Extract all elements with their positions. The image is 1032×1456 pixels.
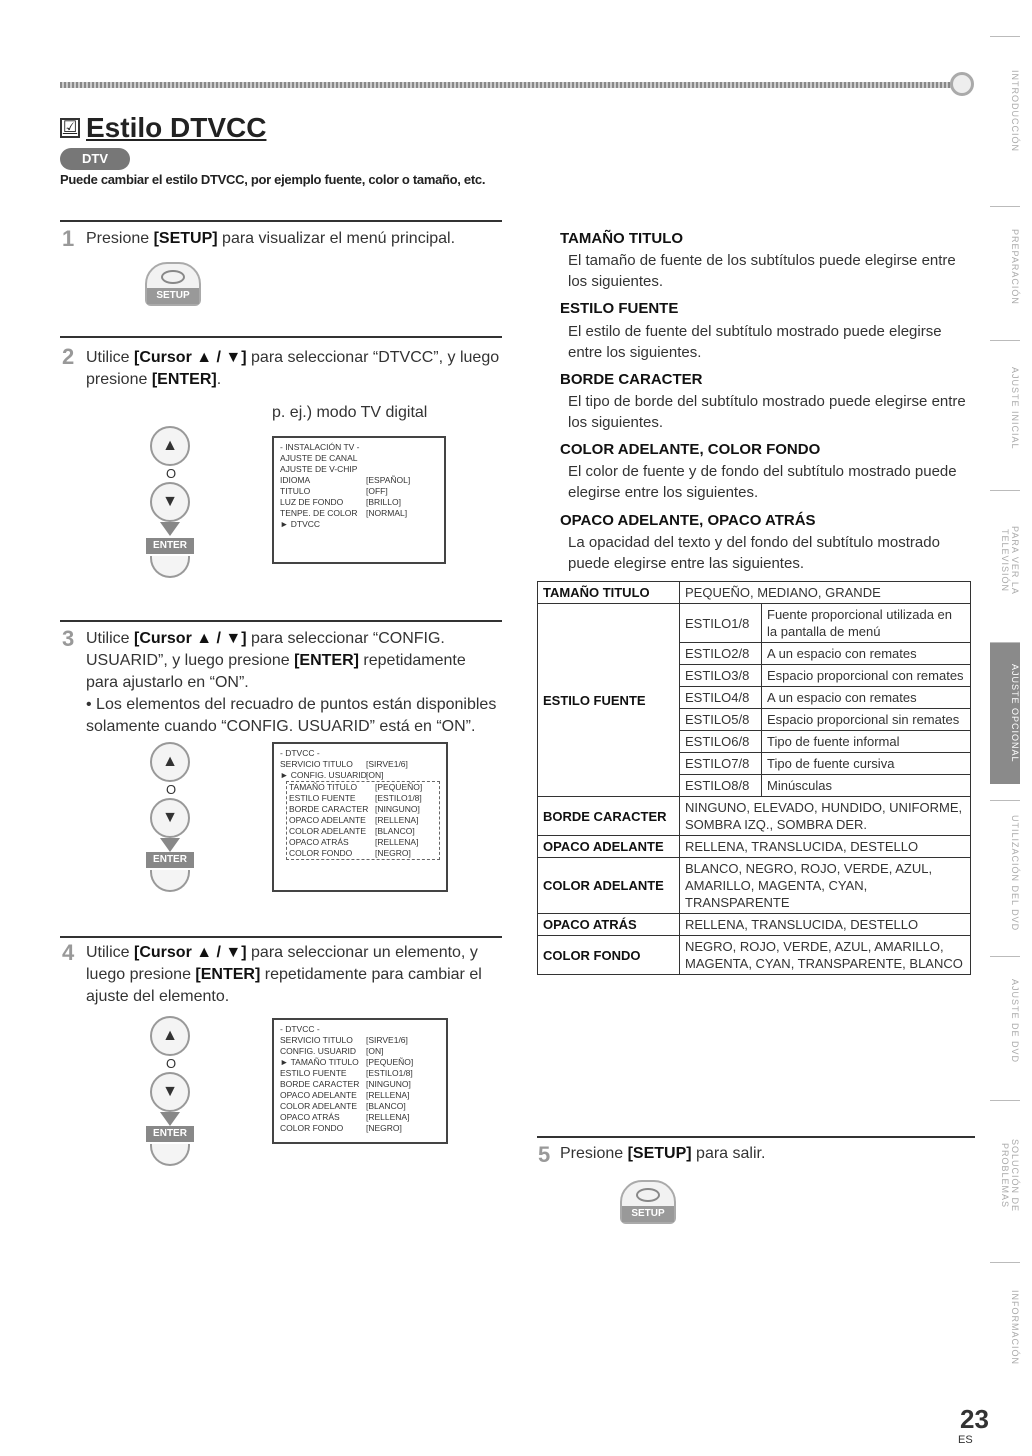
menu3-value: [NEGRO]	[366, 1123, 402, 1133]
step3-number: 3	[62, 626, 75, 651]
menu1-value: [ESPAÑOL]	[366, 475, 411, 485]
table-cell: A un espacio con remates	[762, 643, 971, 665]
enter-label-3: ENTER	[146, 852, 194, 868]
setup-label: SETUP	[622, 1206, 674, 1222]
sidetab-preparacion[interactable]: PREPARACIÓN	[990, 206, 1020, 326]
table-row	[538, 582, 971, 604]
menu-screen-2	[272, 742, 448, 892]
menu2-label: OPACO ATRÁS	[289, 837, 349, 847]
step3-note: • Los elementos del recuadro de puntos están disponibles solamente cuando “CONFIG. USUARID” está en “ON”.	[86, 696, 497, 735]
step1-rule	[60, 220, 502, 222]
step3-bold: [Cursor ▲ / ▼]	[134, 630, 247, 647]
table-cell: Tipo de fuente informal	[762, 731, 971, 753]
step2-text	[86, 347, 506, 391]
menu1-row	[280, 497, 438, 508]
table-row	[538, 936, 971, 975]
step2-bold2: [ENTER]	[151, 371, 217, 388]
step2-pre: Utilice	[86, 349, 135, 366]
table-cell: A un espacio con remates	[762, 687, 971, 709]
menu3-value: [ON]	[366, 1046, 384, 1056]
step2-post2: .	[216, 371, 222, 388]
step2-number: 2	[62, 344, 75, 369]
page-number: 23	[960, 1404, 989, 1434]
table-cell: ESTILO7/8	[680, 753, 762, 775]
menu1-label: TENPE. DE COLOR	[280, 508, 358, 518]
menu3-label: OPACO ADELANTE	[280, 1090, 357, 1100]
menu2-value: [RELLENA]	[375, 837, 419, 847]
menu1-label: LUZ DE FONDO	[280, 497, 344, 507]
menu2-row	[289, 848, 437, 859]
menu1-value: [BRILLO]	[366, 497, 401, 507]
remote-eye-icon	[161, 270, 185, 284]
section-text: La opacidad del texto y del fondo del subtítulo mostrado puede elegirse entre las siguientes.	[568, 534, 940, 572]
table-cell: ESTILO2/8	[680, 643, 762, 665]
menu2-row-selected	[280, 770, 440, 781]
table-cell: BLANCO, NEGRO, ROJO, VERDE, AZUL, AMARILLO, MAGENTA, CYAN, TRANSPARENTE	[680, 858, 971, 914]
menu2-dotted-box	[286, 781, 440, 860]
menu3-row	[280, 1068, 440, 1079]
step2-bold: [Cursor ▲ / ▼]	[134, 349, 247, 366]
menu3-value: [ESTILO1/8]	[366, 1068, 413, 1078]
section-heading: TAMAÑO TITULO	[560, 230, 684, 247]
step3-bold2: [ENTER]	[294, 652, 359, 669]
menu3-row-selected	[280, 1057, 440, 1068]
intro-text: Puede cambiar el estilo DTVCC, por ejemplo fuente, color o tamaño, etc.	[60, 172, 486, 187]
table-header-cell: ESTILO FUENTE	[538, 604, 680, 797]
menu3-row	[280, 1035, 440, 1046]
menu2-value: [SIRVE1/6]	[366, 759, 408, 769]
menu3-label: BORDE CARACTER	[280, 1079, 360, 1089]
step4-bold: [Cursor ▲ / ▼]	[134, 944, 247, 961]
sidetab-solucion-problemas[interactable]: SOLUCIÓN DE PROBLEMAS	[990, 1100, 1020, 1250]
section-heading: OPACO ADELANTE, OPACO ATRÁS	[560, 512, 816, 529]
enter-button-4[interactable]	[150, 1144, 190, 1166]
options-table	[537, 581, 971, 975]
menu3-head	[280, 1024, 440, 1035]
sidetab-informacion[interactable]: INFORMACIÓN	[990, 1262, 1020, 1392]
table-cell: ESTILO5/8	[680, 709, 762, 731]
sidetab-para-ver-tv[interactable]: PARA VER LA TELEVISIÓN	[990, 490, 1020, 630]
step4-text	[86, 942, 504, 1008]
enter-button-3[interactable]	[150, 870, 190, 892]
section-text: El estilo de fuente del subtítulo mostrado puede elegirse entre los siguientes.	[568, 323, 942, 361]
menu1-row	[280, 453, 438, 464]
step4-bold2: [ENTER]	[195, 966, 261, 983]
menu1-row	[280, 442, 438, 453]
menu2-label: ► CONFIG. USUARID	[280, 770, 367, 780]
check-icon: ☑	[60, 118, 80, 138]
setup-button-1[interactable]	[145, 262, 201, 306]
table-cell: ESTILO8/8	[680, 775, 762, 797]
step4-rule	[60, 936, 502, 938]
table-row	[538, 797, 971, 836]
menu3-row	[280, 1090, 440, 1101]
table-header-cell: COLOR FONDO	[538, 936, 680, 975]
menu2-label: COLOR FONDO	[289, 848, 353, 858]
step5-text	[560, 1143, 970, 1165]
menu1-label: AJUSTE DE V-CHIP	[280, 464, 358, 474]
table-cell: ESTILO6/8	[680, 731, 762, 753]
table-header-cell: OPACO ATRÁS	[538, 914, 680, 936]
example-label: p. ej.) modo TV digital	[272, 404, 428, 421]
header-circle-ornament	[950, 72, 974, 96]
menu1-row	[280, 475, 438, 486]
menu3-label: COLOR ADELANTE	[280, 1101, 357, 1111]
table-cell: RELLENA, TRANSLUCIDA, DESTELLO	[680, 836, 971, 858]
menu2-label: SERVICIO TITULO	[280, 759, 353, 769]
menu2-head	[280, 748, 440, 759]
page-language: ES	[958, 1434, 973, 1446]
menu3-value: [BLANCO]	[366, 1101, 406, 1111]
cursor-down-button-4[interactable]: ▼	[150, 1072, 190, 1112]
table-cell: NEGRO, ROJO, VERDE, AZUL, AMARILLO, MAGENTA, CYAN, TRANSPARENTE, BLANCO	[680, 936, 971, 975]
menu3-label-text: TAMAÑO TITULO	[290, 1057, 359, 1067]
menu1-label: TITULO	[280, 486, 311, 496]
sidetab-ajuste-inicial[interactable]: AJUSTE INICIAL	[990, 340, 1020, 476]
table-header-cell: OPACO ADELANTE	[538, 836, 680, 858]
cursor-down-button-3[interactable]: ▼	[150, 798, 190, 838]
menu1-label: ► DTVCC	[280, 519, 321, 529]
table-cell: Espacio proporcional con remates	[762, 665, 971, 687]
table-cell: NINGUNO, ELEVADO, HUNDIDO, UNIFORME, SOMBRA IZQ., SOMBRA DER.	[680, 797, 971, 836]
step4-post: para seleccionar un elemento, y luego presione	[86, 944, 478, 983]
step5-rule	[537, 1136, 975, 1138]
menu3-row	[280, 1079, 440, 1090]
menu1-row	[280, 519, 438, 530]
menu2-row	[280, 759, 440, 770]
table-cell: Fuente proporcional utilizada en la pantalla de menú	[762, 604, 971, 643]
step1-text	[86, 228, 502, 250]
table-cell: ESTILO4/8	[680, 687, 762, 709]
menu2-value: [BLANCO]	[375, 826, 415, 836]
menu2-row	[289, 837, 437, 848]
menu2-label: BORDE CARACTER	[289, 804, 369, 814]
menu2-title: - DTVCC -	[280, 748, 320, 758]
sidetab-ajuste-dvd[interactable]: AJUSTE DE DVD	[990, 956, 1020, 1086]
menu3-label: CONFIG. USUARID	[280, 1046, 357, 1056]
step3-post: para seleccionar “CONFIG. USUARID”, y luego presione	[86, 630, 445, 669]
menu2-row	[289, 826, 437, 837]
step1-bold: [SETUP]	[153, 230, 218, 247]
menu1-label: - INSTALACIÓN TV -	[280, 442, 360, 452]
table-cell: PEQUEÑO, MEDIANO, GRANDE	[680, 582, 971, 604]
step5-number: 5	[538, 1142, 551, 1167]
menu1-row	[280, 464, 438, 475]
menu3-label: ESTILO FUENTE	[280, 1068, 347, 1078]
section-heading: ESTILO FUENTE	[560, 300, 679, 317]
sidetab-utilizacion-dvd[interactable]: UTILIZACIÓN DEL DVD	[990, 800, 1020, 946]
table-header-cell: BORDE CARACTER	[538, 797, 680, 836]
menu2-value: [RELLENA]	[375, 815, 419, 825]
arrow-down-icon	[160, 522, 180, 536]
step3-text	[86, 628, 500, 694]
cursor-up-button-4[interactable]: ▲	[150, 1016, 190, 1056]
menu2-label: OPACO ADELANTE	[289, 815, 366, 825]
cursor-down-button-2[interactable]: ▼	[150, 482, 190, 522]
menu3-label: COLOR FONDO	[280, 1123, 344, 1133]
table-row	[538, 836, 971, 858]
menu3-row	[280, 1123, 440, 1134]
menu1-label: AJUSTE DE CANAL	[280, 453, 358, 463]
step3-pre: Utilice	[86, 630, 135, 647]
menu3-row	[280, 1101, 440, 1112]
section-text: El tamaño de fuente de los subtítulos puede elegirse entre los siguientes.	[568, 252, 956, 290]
enter-label-4: ENTER	[146, 1126, 194, 1142]
setup-label: SETUP	[147, 288, 199, 304]
menu2-value: [ESTILO1/8]	[375, 793, 422, 803]
table-header-cell: COLOR ADELANTE	[538, 858, 680, 914]
or-label-4: O	[166, 1056, 177, 1071]
table-row	[538, 914, 971, 936]
page-title-text: Estilo DTVCC	[86, 112, 267, 143]
enter-button-2[interactable]	[150, 556, 190, 578]
step3-rule	[60, 620, 502, 622]
step2-rule	[60, 336, 502, 338]
or-label-3: O	[166, 782, 177, 797]
step1-number: 1	[62, 226, 75, 251]
setup-button-5[interactable]	[620, 1180, 676, 1224]
menu2-row	[289, 804, 437, 815]
menu2-row	[289, 815, 437, 826]
menu2-row	[289, 782, 437, 793]
menu1-row	[280, 508, 438, 519]
cursor-up-button-3[interactable]: ▲	[150, 742, 190, 782]
step5-post: para salir.	[691, 1145, 766, 1162]
section-heading: BORDE CARACTER	[560, 371, 703, 388]
menu2-value: [PEQUEÑO]	[375, 782, 423, 792]
step5-pre: Presione	[560, 1145, 628, 1162]
menu2-label: COLOR ADELANTE	[289, 826, 366, 836]
table-cell: Espacio proporcional sin remates	[762, 709, 971, 731]
menu3-row	[280, 1112, 440, 1123]
menu3-value: [NINGUNO]	[366, 1079, 411, 1089]
arrow-down-icon	[160, 838, 180, 852]
table-header-cell: TAMAÑO TITULO	[538, 582, 680, 604]
header-rule	[60, 82, 960, 88]
sidetab-introduccion[interactable]: INTRODUCCIÓN	[990, 36, 1020, 184]
step4-post2: repetidamente para cambiar el ajuste del elemento.	[86, 966, 482, 1005]
dtv-badge: DTV	[60, 148, 130, 170]
menu3-value: [RELLENA]	[366, 1112, 410, 1122]
table-cell: Minúsculas	[762, 775, 971, 797]
section-text: El color de fuente y de fondo del subtítulo mostrado puede elegirse entre los siguientes.	[568, 463, 957, 501]
menu2-label-text: CONFIG. USUARID	[290, 770, 367, 780]
step1-pre: Presione	[86, 230, 154, 247]
menu2-value: [NEGRO]	[375, 848, 411, 858]
page-title	[60, 112, 266, 144]
arrow-down-icon	[160, 1112, 180, 1126]
table-row	[538, 858, 971, 914]
menu2-value: [NINGUNO]	[375, 804, 420, 814]
menu3-value: [RELLENA]	[366, 1090, 410, 1100]
sidetab-ajuste-opcional[interactable]: AJUSTE OPCIONAL	[990, 642, 1020, 784]
table-cell: RELLENA, TRANSLUCIDA, DESTELLO	[680, 914, 971, 936]
cursor-up-button-2[interactable]: ▲	[150, 426, 190, 466]
menu3-value: [SIRVE1/6]	[366, 1035, 408, 1045]
menu2-value: [ON]	[366, 770, 384, 780]
menu1-row	[280, 486, 438, 497]
table-cell: Tipo de fuente cursiva	[762, 753, 971, 775]
menu3-label: ► TAMAÑO TITULO	[280, 1057, 359, 1067]
step5-bold: [SETUP]	[627, 1145, 692, 1162]
menu-screen-1	[272, 436, 446, 564]
menu2-row	[289, 793, 437, 804]
remote-eye-icon	[636, 1188, 660, 1202]
menu-screen-3	[272, 1018, 448, 1144]
menu1-label: IDIOMA	[280, 475, 311, 485]
step3-post2: repetidamente para ajustarlo en “ON”.	[86, 652, 466, 691]
step4-number: 4	[62, 940, 75, 965]
or-label-2: O	[166, 466, 177, 481]
menu2-label: ESTILO FUENTE	[289, 793, 356, 803]
menu3-row	[280, 1046, 440, 1057]
menu1-value: [NORMAL]	[366, 508, 408, 518]
table-cell: ESTILO1/8	[680, 604, 762, 643]
table-cell: ESTILO3/8	[680, 665, 762, 687]
menu3-value: [PEQUEÑO]	[366, 1057, 414, 1067]
menu3-label: OPACO ATRÁS	[280, 1112, 340, 1122]
menu1-value: [OFF]	[366, 486, 388, 496]
section-text: El tipo de borde del subtítulo mostrado puede elegirse entre los siguientes.	[568, 393, 966, 431]
table-row	[538, 604, 971, 643]
enter-label-2: ENTER	[146, 538, 194, 554]
menu3-title: - DTVCC -	[280, 1024, 320, 1034]
step2-post: para seleccionar “DTVCC”, y luego presione	[86, 349, 500, 388]
menu2-label: TAMAÑO TITULO	[289, 782, 358, 792]
section-heading: COLOR ADELANTE, COLOR FONDO	[560, 441, 821, 458]
step1-post: para visualizar el menú principal.	[217, 230, 456, 247]
menu3-label: SERVICIO TITULO	[280, 1035, 353, 1045]
step4-pre: Utilice	[86, 944, 135, 961]
